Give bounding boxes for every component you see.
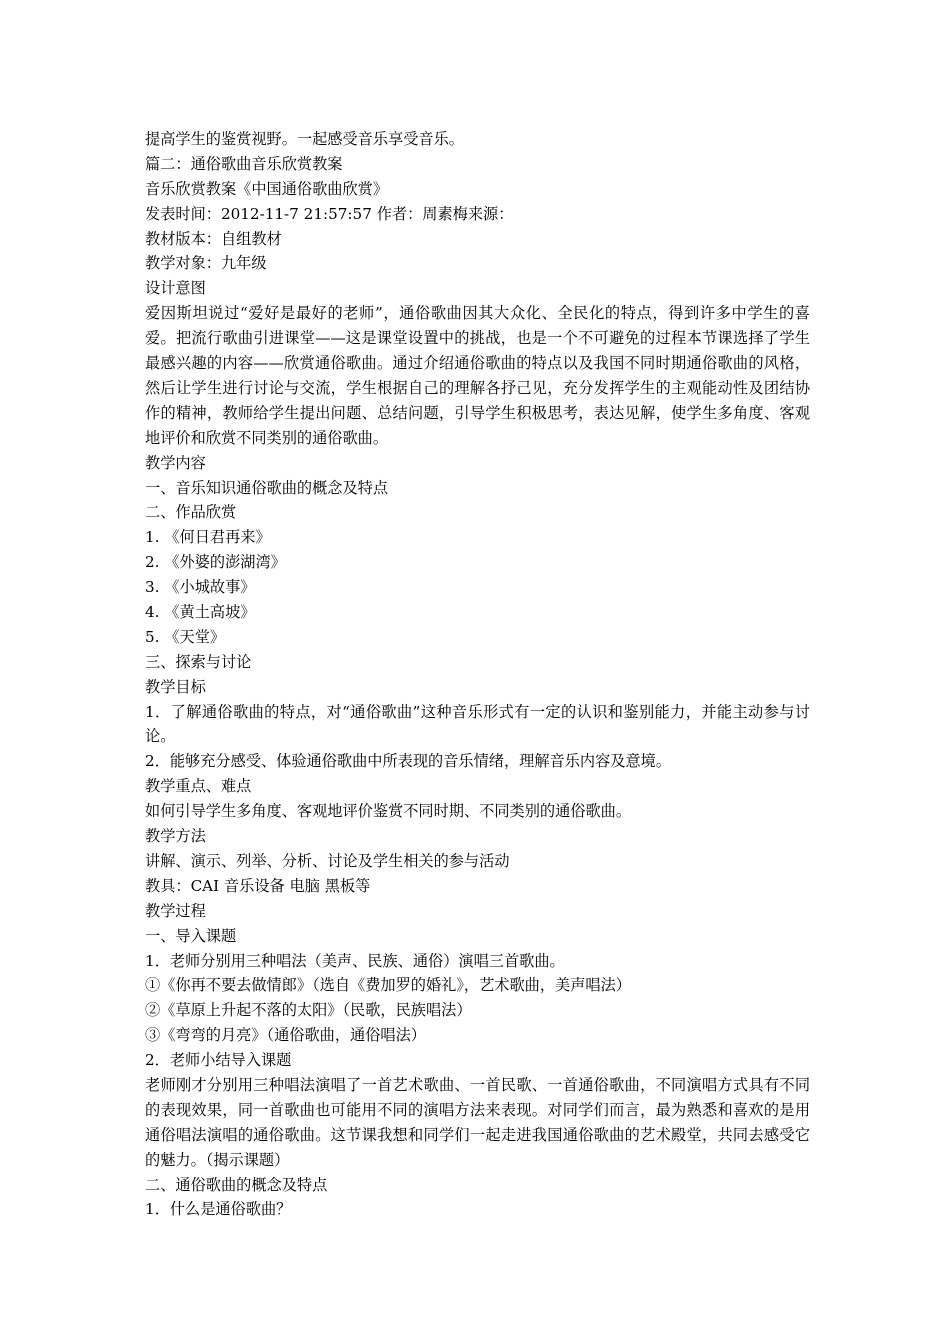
text-line: 提高学生的鉴赏视野。一起感受音乐享受音乐。 <box>145 130 464 148</box>
teaching-target: 教学对象：九年级 <box>145 254 267 273</box>
teaching-methods-heading: 教学方法 <box>145 827 206 846</box>
goal-paragraph: 1．了解通俗歌曲的特点，对“通俗歌曲”这种音乐形式有一定的认识和鉴别能力，并能主动参与讨论。 <box>145 702 810 746</box>
section-title: 篇二：通俗歌曲音乐欣赏教案 <box>145 154 343 173</box>
teaching-tools: 教具：CAI 音乐设备 电脑 黑板等 <box>145 876 371 895</box>
process-step: 一、导入课题 <box>145 926 237 945</box>
content-item: 一、音乐知识通俗歌曲的概念及特点 <box>145 478 388 497</box>
key-points-text: 如何引导学生多角度、客观地评价鉴赏不同时期、不同类别的通俗歌曲。 <box>145 802 631 821</box>
song-example: ①《你再不要去做情郎》（选自《费加罗的婚礼》，艺术歌曲，美声唱法） <box>145 976 631 995</box>
song-item: 2. 《外婆的澎湖湾》 <box>145 553 286 572</box>
textbook-version: 教材版本：自组教材 <box>145 229 282 248</box>
song-item: 5. 《天堂》 <box>145 627 226 646</box>
summary-paragraph: 老师刚才分别用三种唱法演唱了一首艺术歌曲、一首民歌、一首通俗歌曲，不同演唱方式具有不同的表现效果，同一首歌曲也可能用不同的演唱方法来表现。对同学们而言，最为熟悉和喜欢的是用通俗唱法演唱的通俗歌曲。这节课我想和同学们一起走进我国通俗歌曲的艺术殿堂，共同去感受它的魅力。（揭示课题） <box>145 1075 810 1169</box>
content-item: 三、探索与讨论 <box>145 652 252 671</box>
process-step: 2．老师小结导入课题 <box>145 1051 292 1070</box>
teaching-goals-heading: 教学目标 <box>145 677 206 696</box>
song-item: 4. 《黄土高坡》 <box>145 603 256 622</box>
process-step: 1．老师分别用三种唱法（美声、民族、通俗）演唱三首歌曲。 <box>145 951 565 970</box>
goal-item: 2．能够充分感受、体验通俗歌曲中所表现的音乐情绪，理解音乐内容及意境。 <box>145 752 672 771</box>
document-body <box>145 127 810 1222</box>
lesson-plan-title: 音乐欣赏教案《中国通俗歌曲欣赏》 <box>145 179 388 198</box>
key-points-heading: 教学重点、难点 <box>145 777 252 796</box>
song-item: 1. 《何日君再来》 <box>145 528 271 547</box>
teaching-content-heading: 教学内容 <box>145 453 206 472</box>
song-item: 3. 《小城故事》 <box>145 578 256 597</box>
publish-info: 发表时间：2012-11-7 21:57:57 作者：周素梅来源： <box>145 204 514 223</box>
teaching-methods-text: 讲解、演示、列举、分析、讨论及学生相关的参与活动 <box>145 851 510 870</box>
design-intent-paragraph: 爱因斯坦说过“爱好是最好的老师”，通俗歌曲因其大众化、全民化的特点，得到许多中学生的喜爱。把流行歌曲引进课堂——这是课堂设置中的挑战，也是一个不可避免的过程本节课选择了学生最感兴趣的内容——欣赏通俗歌曲。通过介绍通俗歌曲的特点以及我国不同时期通俗歌曲的风格，然后让学生进行讨论与交流，学生根据自己的理解各抒己见，充分发挥学生的主观能动性及团结协作的精神，教师给学生提出问题、总结问题，引导学生积极思考，表达见解，使学生多角度、客观地评价和欣赏不同类别的通俗歌曲。 <box>145 304 810 447</box>
design-intent-heading: 设计意图 <box>145 279 206 298</box>
song-example: ③《弯弯的月亮》（通俗歌曲，通俗唱法） <box>145 1026 426 1045</box>
process-step: 二、通俗歌曲的概念及特点 <box>145 1175 328 1194</box>
teaching-process-heading: 教学过程 <box>145 901 206 920</box>
process-step: 1．什么是通俗歌曲？ <box>145 1200 292 1219</box>
song-example: ②《草原上升起不落的太阳》（民歌，民族唱法） <box>145 1001 472 1020</box>
content-item: 二、作品欣赏 <box>145 503 237 522</box>
